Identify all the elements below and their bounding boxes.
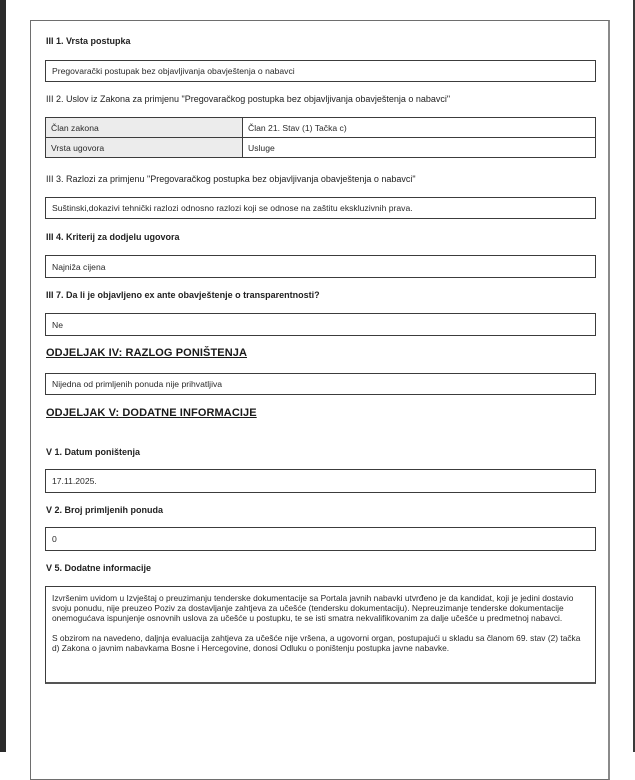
field-value-datum-ponistenja: 17.11.2025. <box>45 469 596 493</box>
section-title-razlog-ponistenja: ODJELJAK IV: RAZLOG PONIŠTENJA <box>46 347 248 359</box>
table-row <box>46 118 596 138</box>
field-value-vrsta-postupka: Pregovarački postupak bez objavljivanja obavještenja o nabavci <box>45 60 596 82</box>
field-label-datum-ponistenja: V 1. Datum poništenja <box>46 447 141 457</box>
field-label-kriterij: III 4. Kriterij za dodjelu ugovora <box>46 232 180 242</box>
field-value-broj-ponuda: 0 <box>45 527 596 551</box>
field-value-ex-ante: Ne <box>45 313 596 336</box>
table-value-cell: Usluge <box>243 138 596 158</box>
section-title-dodatne-informacije: ODJELJAK V: DODATNE INFORMACIJE <box>46 407 257 419</box>
field-label-uslov-iz-zakona: III 2. Uslov iz Zakona za primjenu "Pregovaračkog postupka bez objavljivanja obavještenja o nabavci" <box>46 94 451 104</box>
table-key-cell: Vrsta ugovora <box>46 138 243 158</box>
viewer-left-edge <box>0 0 6 752</box>
field-label-vrsta-postupka: III 1. Vrsta postupka <box>46 36 131 46</box>
table-value-cell: Član 21. Stav (1) Tačka c) <box>243 118 596 138</box>
paragraph: S obzirom na navedeno, daljnja evaluacija zahtjeva za učešće nije vršena, a ugovorni organ, postupajući u skladu sa članom 69. stav (2) tačka d) Zakona o javnim nabavkama Bosne i Hercegovine, donosi Odluku o poništenju postupka javne nabavke. <box>52 633 581 653</box>
field-label-dodatne-informacije: V 5. Dodatne informacije <box>46 563 152 573</box>
field-value-razlozi: Suštinski,dokazivi tehnički razlozi odnosno razlozi koji se odnose na zaštitu ekskluzivnih prava. <box>45 197 596 219</box>
field-value-dodatne-informacije <box>45 586 596 684</box>
table-row <box>46 138 596 158</box>
field-value-kriterij: Najniža cijena <box>45 255 596 278</box>
field-label-broj-ponuda: V 2. Broj primljenih ponuda <box>46 505 164 515</box>
field-label-ex-ante: III 7. Da li je objavljeno ex ante obavještenje o transparentnosti? <box>46 290 320 300</box>
table-key-cell: Član zakona <box>46 118 243 138</box>
field-value-razlog-ponistenja: Nijedna od primljenih ponuda nije prihvatljiva <box>45 373 596 395</box>
paragraph: Izvršenim uvidom u Izvještaj o preuzimanju tenderske dokumentacije sa Portala javnih nabavki utvrđeno je da kandidat, koji je jedini dostavio svoju ponudu, nije preuzeo Poziv za dostavljanje zahtjeva za učešće (tendersku dokumentaciju). Nepreuzimanje tenderske dokumentacije onemogućava ispunjenje osnovnih uslova za učešće u postupku, te se isti smatra nekvalifikovanim za dalje učešće u predmetnoj nabavci. <box>52 593 574 623</box>
uslov-iz-zakona-table <box>45 117 596 158</box>
field-label-razlozi: III 3. Razlozi za primjenu "Pregovaračkog postupka bez objavljivanja obavještenja o nabavci" <box>46 174 416 184</box>
